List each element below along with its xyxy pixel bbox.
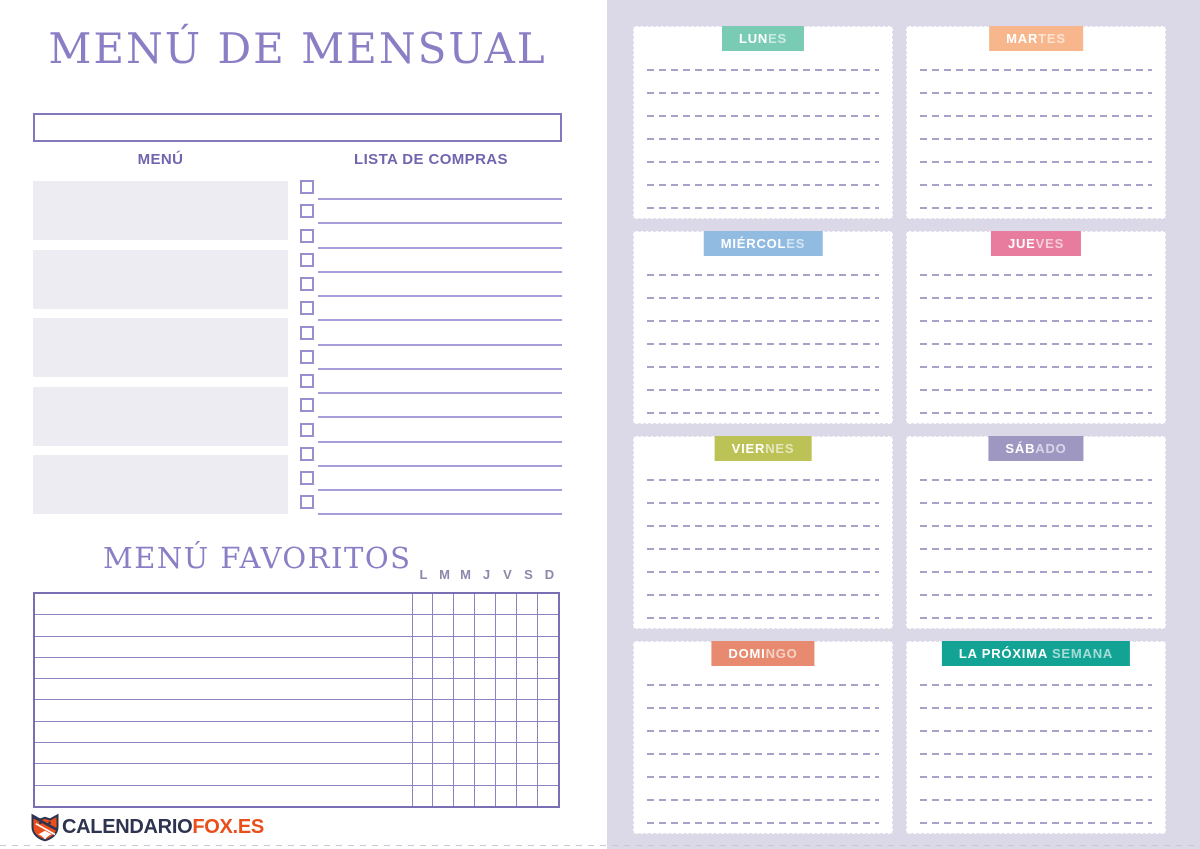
- site-logo[interactable]: [30, 812, 264, 842]
- day-card-write-line[interactable]: [920, 412, 1152, 414]
- day-card-7: [906, 641, 1166, 834]
- favorites-day-cell[interactable]: [474, 658, 495, 678]
- day-name-bold: LUN: [738, 31, 769, 46]
- menu-fillin-box[interactable]: [33, 181, 288, 240]
- favorites-day-cell[interactable]: [516, 637, 537, 657]
- shopping-item-checkbox[interactable]: [300, 277, 314, 291]
- favorites-day-cell[interactable]: [412, 594, 433, 614]
- day-card-write-line[interactable]: [647, 479, 879, 481]
- day-card-ribbon: [988, 436, 1083, 461]
- favorites-name-cell[interactable]: [35, 637, 412, 657]
- shopping-item-line[interactable]: [318, 222, 562, 224]
- favorites-day-cell[interactable]: [495, 743, 516, 763]
- shopping-item-line[interactable]: [318, 513, 562, 515]
- favorites-day-cell[interactable]: [453, 615, 474, 635]
- menu-fillin-box[interactable]: [33, 250, 288, 309]
- day-name-bold: MAR: [1006, 31, 1039, 46]
- favorites-day-cell[interactable]: [412, 722, 433, 742]
- day-card-write-line[interactable]: [920, 776, 1152, 778]
- day-card-write-line[interactable]: [920, 115, 1152, 117]
- favorites-day-cell[interactable]: [516, 658, 537, 678]
- favorites-day-cell[interactable]: [495, 594, 516, 614]
- day-card-3: [906, 231, 1166, 424]
- favorites-day-cell[interactable]: [495, 722, 516, 742]
- favorites-day-cell[interactable]: [516, 786, 537, 806]
- day-card-write-line[interactable]: [920, 184, 1152, 186]
- menu-fillin-box[interactable]: [33, 455, 288, 514]
- favorites-day-cell[interactable]: [453, 722, 474, 742]
- day-card-write-line[interactable]: [920, 548, 1152, 550]
- logo-suffix: FOX.ES: [192, 815, 264, 838]
- day-card-write-line[interactable]: [647, 274, 879, 276]
- month-name-input[interactable]: [33, 113, 562, 142]
- shopping-item-checkbox[interactable]: [300, 350, 314, 364]
- shopping-item-checkbox[interactable]: [300, 374, 314, 388]
- favorites-day-cell[interactable]: [516, 615, 537, 635]
- favorites-day-cell[interactable]: [412, 764, 433, 784]
- shopping-item-row: [300, 373, 562, 397]
- day-name-bold: LA PRÓXIMA: [958, 646, 1048, 661]
- shopping-item-line[interactable]: [318, 392, 562, 394]
- favorites-name-cell[interactable]: [35, 743, 412, 763]
- day-card-ribbon: [722, 26, 804, 51]
- favorites-day-cell[interactable]: [453, 764, 474, 784]
- day-name-light: SEMANA: [1047, 646, 1114, 661]
- day-letter-1: M: [439, 567, 450, 582]
- favorites-day-cell[interactable]: [516, 764, 537, 784]
- favorites-day-cell[interactable]: [432, 786, 453, 806]
- day-letter-0: L: [419, 567, 428, 582]
- day-card-write-line[interactable]: [647, 548, 879, 550]
- favorites-day-cell[interactable]: [453, 637, 474, 657]
- shopping-item-row: [300, 325, 562, 349]
- shopping-item-row: [300, 203, 562, 227]
- shopping-item-line[interactable]: [318, 465, 562, 467]
- shopping-item-checkbox[interactable]: [300, 398, 314, 412]
- day-name-light: TES: [1038, 31, 1066, 46]
- favorites-day-cell[interactable]: [432, 658, 453, 678]
- favorites-row: [35, 594, 558, 614]
- favorites-row: [35, 678, 558, 699]
- day-name-bold: SÁB: [1005, 441, 1036, 456]
- favorites-day-cell[interactable]: [412, 637, 433, 657]
- favorites-day-cell[interactable]: [432, 637, 453, 657]
- day-card-ribbon: [704, 231, 823, 256]
- shopping-item-line[interactable]: [318, 344, 562, 346]
- favorites-name-cell[interactable]: [35, 722, 412, 742]
- day-card-write-line[interactable]: [647, 115, 879, 117]
- day-name-light: ES: [786, 236, 806, 251]
- favorites-title: MENÚ FAVORITOS: [103, 541, 412, 575]
- favorites-name-cell[interactable]: [35, 615, 412, 635]
- shopping-item-line[interactable]: [318, 295, 562, 297]
- favorites-day-cell[interactable]: [495, 679, 516, 699]
- menu-fillin-box[interactable]: [33, 387, 288, 446]
- shopping-item-checkbox[interactable]: [300, 204, 314, 218]
- day-card-write-line[interactable]: [920, 138, 1152, 140]
- day-name-bold: MIÉRCOL: [720, 236, 787, 251]
- favorites-row: [35, 657, 558, 678]
- favorites-row: [35, 614, 558, 635]
- favorites-row: [35, 763, 558, 784]
- favorites-day-cell[interactable]: [412, 700, 433, 720]
- menu-fillin-box[interactable]: [33, 318, 288, 377]
- day-card-ribbon: [942, 641, 1130, 666]
- day-card-5: [906, 436, 1166, 629]
- shopping-item-line[interactable]: [318, 319, 562, 321]
- day-name-light: NES: [765, 441, 795, 456]
- day-card-write-line[interactable]: [920, 799, 1152, 801]
- day-card-ribbon: [711, 641, 814, 666]
- shopping-item-row: [300, 446, 562, 470]
- shopping-item-row: [300, 252, 562, 276]
- favorites-day-cell[interactable]: [495, 658, 516, 678]
- day-card-0: [633, 26, 893, 219]
- day-card-write-line[interactable]: [647, 753, 879, 755]
- shopping-item-checkbox[interactable]: [300, 229, 314, 243]
- day-card-write-line[interactable]: [920, 822, 1152, 824]
- shopping-item-checkbox[interactable]: [300, 301, 314, 315]
- favorites-day-letters: [413, 567, 560, 582]
- favorites-day-cell[interactable]: [537, 637, 558, 657]
- day-card-write-line[interactable]: [647, 207, 879, 209]
- shopping-item-checkbox[interactable]: [300, 423, 314, 437]
- favorites-day-cell[interactable]: [432, 764, 453, 784]
- day-card-write-line[interactable]: [920, 343, 1152, 345]
- shopping-item-row: [300, 349, 562, 373]
- day-card-ribbon: [991, 231, 1081, 256]
- day-card-write-line[interactable]: [920, 69, 1152, 71]
- favorites-day-cell[interactable]: [474, 722, 495, 742]
- day-card-6: [633, 641, 893, 834]
- favorites-name-cell[interactable]: [35, 764, 412, 784]
- shopping-item-checkbox[interactable]: [300, 326, 314, 340]
- day-name-light: VES: [1035, 236, 1065, 251]
- shopping-item-checkbox[interactable]: [300, 447, 314, 461]
- day-card-1: [906, 26, 1166, 219]
- favorites-day-cell[interactable]: [495, 764, 516, 784]
- shopping-item-line[interactable]: [318, 247, 562, 249]
- day-card-write-line[interactable]: [920, 92, 1152, 94]
- day-card-ribbon: [989, 26, 1083, 51]
- day-card-write-line[interactable]: [920, 389, 1152, 391]
- favorites-day-cell[interactable]: [453, 679, 474, 699]
- favorites-day-cell[interactable]: [516, 679, 537, 699]
- favorites-day-cell[interactable]: [474, 786, 495, 806]
- favorites-day-cell[interactable]: [474, 594, 495, 614]
- day-card-write-line[interactable]: [647, 69, 879, 71]
- favorites-day-cell[interactable]: [453, 658, 474, 678]
- day-letter-4: V: [503, 567, 512, 582]
- day-card-write-line[interactable]: [920, 707, 1152, 709]
- favorites-day-cell[interactable]: [495, 700, 516, 720]
- favorites-row: [35, 699, 558, 720]
- favorites-day-cell[interactable]: [432, 679, 453, 699]
- shopping-list-header: LISTA DE COMPRAS: [354, 151, 508, 168]
- fox-icon: [30, 812, 60, 842]
- favorites-day-cell[interactable]: [432, 722, 453, 742]
- day-card-4: [633, 436, 893, 629]
- page-title: MENÚ DE MENSUAL: [48, 24, 547, 73]
- shopping-item-line[interactable]: [318, 271, 562, 273]
- favorites-day-cell[interactable]: [474, 637, 495, 657]
- favorites-day-cell[interactable]: [516, 743, 537, 763]
- day-card-write-line[interactable]: [920, 684, 1152, 686]
- day-name-bold: DOMI: [728, 646, 766, 661]
- day-card-write-line[interactable]: [647, 525, 879, 527]
- favorites-row: [35, 636, 558, 657]
- day-card-write-line[interactable]: [647, 799, 879, 801]
- day-card-write-line[interactable]: [920, 161, 1152, 163]
- day-card-write-line[interactable]: [920, 571, 1152, 573]
- day-card-write-line[interactable]: [647, 161, 879, 163]
- shopping-item-row: [300, 228, 562, 252]
- day-card-write-line[interactable]: [920, 525, 1152, 527]
- day-card-2: [633, 231, 893, 424]
- day-card-write-line[interactable]: [920, 366, 1152, 368]
- week-panel: [607, 0, 1200, 849]
- favorites-day-cell[interactable]: [537, 615, 558, 635]
- day-card-write-line[interactable]: [920, 730, 1152, 732]
- day-card-write-line[interactable]: [647, 571, 879, 573]
- favorites-day-cell[interactable]: [537, 764, 558, 784]
- day-name-bold: JUE: [1007, 236, 1036, 251]
- day-card-write-line[interactable]: [647, 684, 879, 686]
- day-card-write-line[interactable]: [647, 320, 879, 322]
- shopping-item-row: [300, 179, 562, 203]
- day-card-write-line[interactable]: [920, 479, 1152, 481]
- favorites-table: [33, 592, 560, 808]
- day-card-write-line[interactable]: [647, 184, 879, 186]
- shopping-item-checkbox[interactable]: [300, 495, 314, 509]
- day-card-write-line[interactable]: [920, 617, 1152, 619]
- day-name-light: ES: [768, 31, 788, 46]
- day-card-write-line[interactable]: [647, 92, 879, 94]
- favorites-day-cell[interactable]: [474, 700, 495, 720]
- favorites-name-cell[interactable]: [35, 594, 412, 614]
- favorites-day-cell[interactable]: [516, 722, 537, 742]
- day-card-write-line[interactable]: [647, 776, 879, 778]
- favorites-name-cell[interactable]: [35, 679, 412, 699]
- favorites-day-cell[interactable]: [537, 594, 558, 614]
- day-letter-2: M: [460, 567, 471, 582]
- favorites-day-cell[interactable]: [516, 700, 537, 720]
- favorites-day-cell[interactable]: [453, 743, 474, 763]
- day-card-write-line[interactable]: [647, 366, 879, 368]
- day-letter-5: S: [524, 567, 533, 582]
- favorites-day-cell[interactable]: [412, 786, 433, 806]
- day-card-write-line[interactable]: [647, 502, 879, 504]
- day-card-write-line[interactable]: [920, 320, 1152, 322]
- day-card-write-line[interactable]: [647, 138, 879, 140]
- day-letter-6: D: [544, 567, 555, 582]
- shopping-item-checkbox[interactable]: [300, 253, 314, 267]
- day-card-write-line[interactable]: [920, 594, 1152, 596]
- day-card-write-line[interactable]: [920, 502, 1152, 504]
- day-name-light: NGO: [765, 646, 798, 661]
- favorites-day-cell[interactable]: [495, 786, 516, 806]
- shopping-item-row: [300, 494, 562, 518]
- favorites-day-cell[interactable]: [495, 637, 516, 657]
- favorites-day-cell[interactable]: [474, 679, 495, 699]
- favorites-day-cell[interactable]: [537, 722, 558, 742]
- day-card-write-line[interactable]: [647, 297, 879, 299]
- favorites-name-cell[interactable]: [35, 658, 412, 678]
- day-card-write-line[interactable]: [920, 297, 1152, 299]
- day-name-bold: VIER: [731, 441, 766, 456]
- shopping-item-row: [300, 422, 562, 446]
- favorites-day-cell[interactable]: [453, 594, 474, 614]
- logo-brand: CALENDARIO: [62, 815, 193, 838]
- favorites-row: [35, 785, 558, 806]
- favorites-day-cell[interactable]: [474, 764, 495, 784]
- day-card-write-line[interactable]: [647, 412, 879, 414]
- favorites-name-cell[interactable]: [35, 786, 412, 806]
- favorites-day-cell[interactable]: [495, 615, 516, 635]
- shopping-item-row: [300, 300, 562, 324]
- shopping-item-line[interactable]: [318, 416, 562, 418]
- favorites-day-cell[interactable]: [537, 700, 558, 720]
- favorites-day-cell[interactable]: [432, 743, 453, 763]
- day-card-ribbon: [715, 436, 812, 461]
- favorites-day-cell[interactable]: [516, 594, 537, 614]
- day-name-light: ADO: [1035, 441, 1067, 456]
- favorites-day-cell[interactable]: [412, 679, 433, 699]
- logo-text: [62, 816, 264, 839]
- day-card-write-line[interactable]: [647, 594, 879, 596]
- favorites-name-cell[interactable]: [35, 700, 412, 720]
- favorites-day-cell[interactable]: [474, 743, 495, 763]
- favorites-day-cell[interactable]: [453, 786, 474, 806]
- favorites-day-cell[interactable]: [537, 679, 558, 699]
- shopping-item-checkbox[interactable]: [300, 180, 314, 194]
- favorites-day-cell[interactable]: [432, 615, 453, 635]
- favorites-day-cell[interactable]: [537, 658, 558, 678]
- day-card-write-line[interactable]: [647, 343, 879, 345]
- favorites-day-cell[interactable]: [474, 615, 495, 635]
- shopping-item-checkbox[interactable]: [300, 471, 314, 485]
- day-card-write-line[interactable]: [647, 617, 879, 619]
- shopping-item-row: [300, 470, 562, 494]
- shopping-item-line[interactable]: [318, 198, 562, 200]
- day-card-write-line[interactable]: [920, 274, 1152, 276]
- day-card-write-line[interactable]: [647, 707, 879, 709]
- shopping-item-row: [300, 276, 562, 300]
- menu-column-header: MENÚ: [137, 151, 184, 168]
- shopping-item-line[interactable]: [318, 368, 562, 370]
- favorites-day-cell[interactable]: [453, 700, 474, 720]
- favorites-day-cell[interactable]: [412, 615, 433, 635]
- day-letter-3: J: [482, 567, 491, 582]
- bottom-cut-line: [0, 845, 1200, 846]
- shopping-item-row: [300, 397, 562, 421]
- favorites-day-cell[interactable]: [537, 743, 558, 763]
- shopping-item-line[interactable]: [318, 489, 562, 491]
- favorites-row: [35, 742, 558, 763]
- favorites-day-cell[interactable]: [432, 594, 453, 614]
- shopping-item-line[interactable]: [318, 441, 562, 443]
- favorites-day-cell[interactable]: [412, 658, 433, 678]
- day-card-write-line[interactable]: [920, 753, 1152, 755]
- day-card-write-line[interactable]: [647, 822, 879, 824]
- day-card-write-line[interactable]: [647, 730, 879, 732]
- favorites-day-cell[interactable]: [432, 700, 453, 720]
- favorites-row: [35, 721, 558, 742]
- day-card-write-line[interactable]: [920, 207, 1152, 209]
- day-card-write-line[interactable]: [647, 389, 879, 391]
- favorites-day-cell[interactable]: [537, 786, 558, 806]
- favorites-day-cell[interactable]: [412, 743, 433, 763]
